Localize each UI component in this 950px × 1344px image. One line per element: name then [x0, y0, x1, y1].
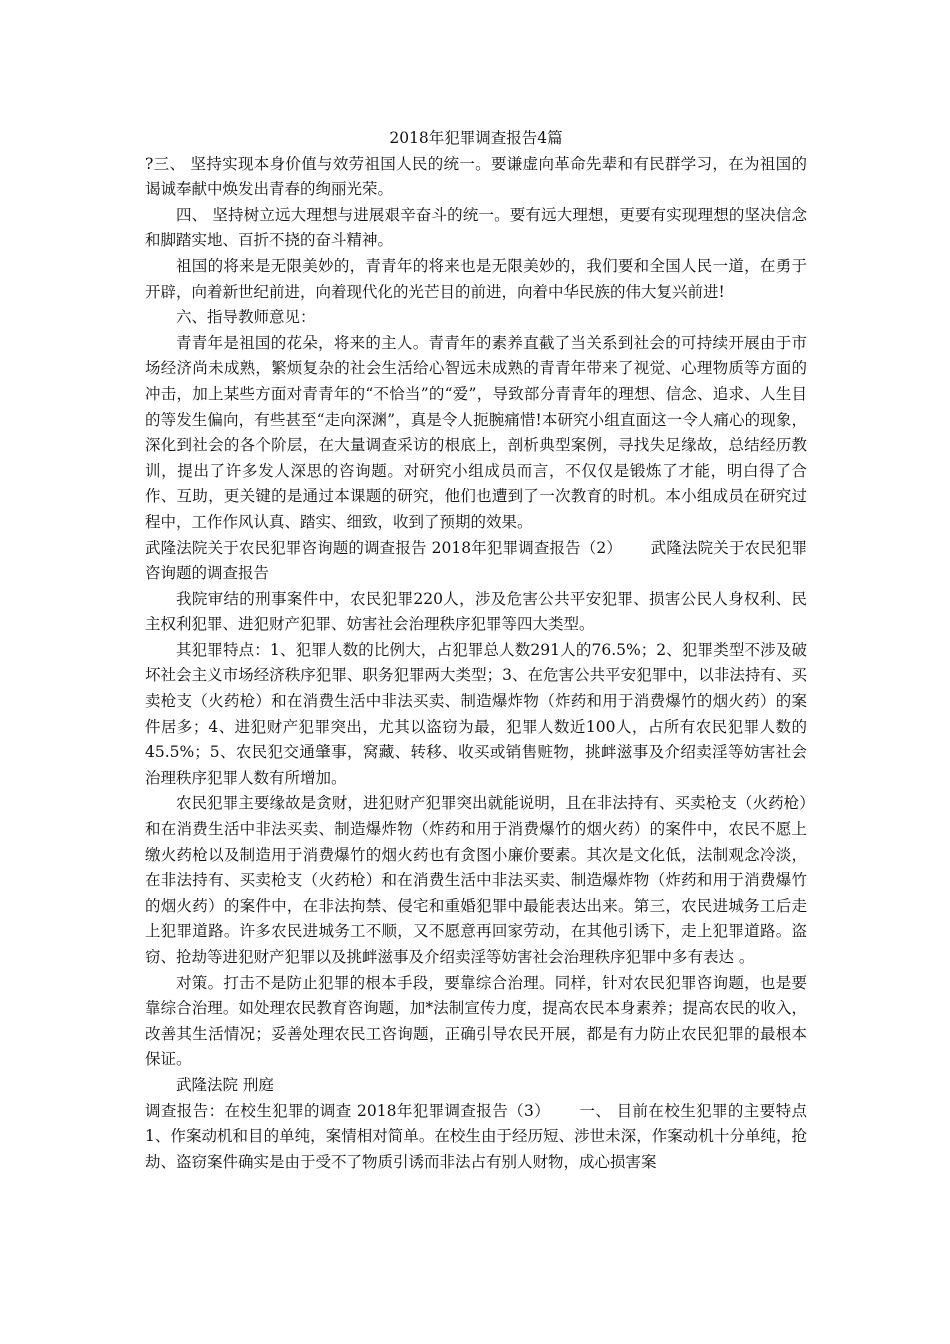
paragraph: 四、 坚持树立远大理想与进展艰辛奋斗的统一。要有远大理想，更要有实现理想的坚决信念和脚踏实地、百折不挠的奋斗精神。 [145, 205, 807, 250]
document-page [145, 126, 807, 1175]
paragraph: 青青年是祖国的花朵，将来的主人。青青年的素养直截了当关系到社会的可持续开展由于市场经济尚未成熟，繁烦复杂的社会生活给心智远未成熟的青青年带来了视觉、心理物质等方面的冲击，加上某些方面对青青年的“不恰当”的“爱”，导致部分青青年的理想、信念、追求、人生目的等发生偏向，有些甚至“走向深渊”，真是令人扼腕痛惜!本研究小组直面这一令人痛心的现象，深化到社会的各个阶层，在大量调查采访的根底上，剖析典型案例，寻找失足缘故，总结经历教训，提出了许多发人深思的咨询题。对研究小组成员而言，不仅仅是锻炼了才能，明白得了合作、互助，更关键的是通过本课题的研究，他们也遭到了一次教育的时机。本小组成员在研究过程中，工作作风认真、踏实、细致，收到了预期的效果。 [145, 333, 807, 531]
document-title: 2018年犯罪调查报告4篇 [389, 129, 563, 147]
paragraph: 我院审结的刑事案件中，农民犯罪220人，涉及危害公共平安犯罪、损害公民人身权利、民主权利犯罪、进犯财产犯罪、妨害社会治理秩序犯罪等四大类型。 [145, 589, 807, 634]
paragraph: 调查报告：在校生犯罪的调查 2018年犯罪调查报告（3） 一、 目前在校生犯罪的主要特点 1、作案动机和目的单纯，案情相对简单。在校生由于经历短、涉世未深，作案动机十分单纯，抢劫、盗窃案件确实是由于受不了物质引诱而非法占有别人财物，成心损害案 [145, 1101, 807, 1171]
document-body [145, 152, 807, 1176]
paragraph: ?三、 坚持实现本身价值与效劳祖国人民的统一。要谦虚向革命先辈和有民群学习，在为祖国的谒诚奉献中焕发出青春的绚丽光荣。 [145, 154, 807, 199]
paragraph: 武隆法院 刑庭 [176, 1075, 274, 1094]
paragraph: 祖国的将来是无限美妙的，青青年的将来也是无限美妙的，我们要和全国人民一道，在勇于开辟，向着新世纪前进，向着现代化的光芒目的前进，向着中华民族的伟大复兴前进! [145, 256, 807, 301]
paragraph: 六、指导教师意见： [176, 308, 316, 327]
paragraph: 对策。打击不是防止犯罪的根本手段，要靠综合治理。同样，针对农民犯罪咨询题，也是要靠综合治理。如处理农民教育咨询题，加*法制宣传力度，提高农民本身素养；提高农民的收入，改善其生活情况；妥善处理农民工咨询题，正确引导农民开展，都是有力防止农民犯罪的最根本保证。 [145, 973, 807, 1069]
paragraph: 农民犯罪主要缘故是贪财，进犯财产犯罪突出就能说明，且在非法持有、买卖枪支（火药枪）和在消费生活中非法买卖、制造爆炸物（炸药和用于消费爆竹的烟火药）的案件中，农民不愿上缴火药枪以及制造用于消费爆竹的烟火药也有贪图小廉价要素。其次是文化低，法制观念冷淡，在非法持有、买卖枪支（火药枪）和在消费生活中非法买卖、制造爆炸物（炸药和用于消费爆竹的烟火药）的案件中，在非法拘禁、侵宅和重婚犯罪中最能表达出来。第三，农民进城务工后走上犯罪道路。许多农民进城务工不顺，又不愿意再回家劳动，在其他引诱下，走上犯罪道路。盗窃、抢劫等进犯财产犯罪以及挑衅滋事及介绍卖淫等妨害社会治理秩序犯罪中多有表达 。 [145, 794, 807, 966]
paragraph: 武隆法院关于农民犯罪咨询题的调查报告 2018年犯罪调查报告（2） 武隆法院关于农民犯罪咨询题的调查报告 [145, 538, 807, 583]
paragraph: 其犯罪特点：1、犯罪人数的比例大，占犯罪总人数291人的76.5%；2、犯罪类型不涉及破坏社会主义市场经济秩序犯罪、职务犯罪两大类型；3、在危害公共平安犯罪中，以非法持有、买卖枪支（火药枪）和在消费生活中非法买卖、制造爆炸物（炸药和用于消费爆竹的烟火药）的案件居多；4、进犯财产犯罪突出，尤其以盗窃为最，犯罪人数近100人，占所有农民犯罪人数的45.5%；5、农民犯交通肇事，窝藏、转移、收买或销售赃物，挑衅滋事及介绍卖淫等妨害社会治理秩序犯罪人数有所增加。 [145, 640, 807, 787]
